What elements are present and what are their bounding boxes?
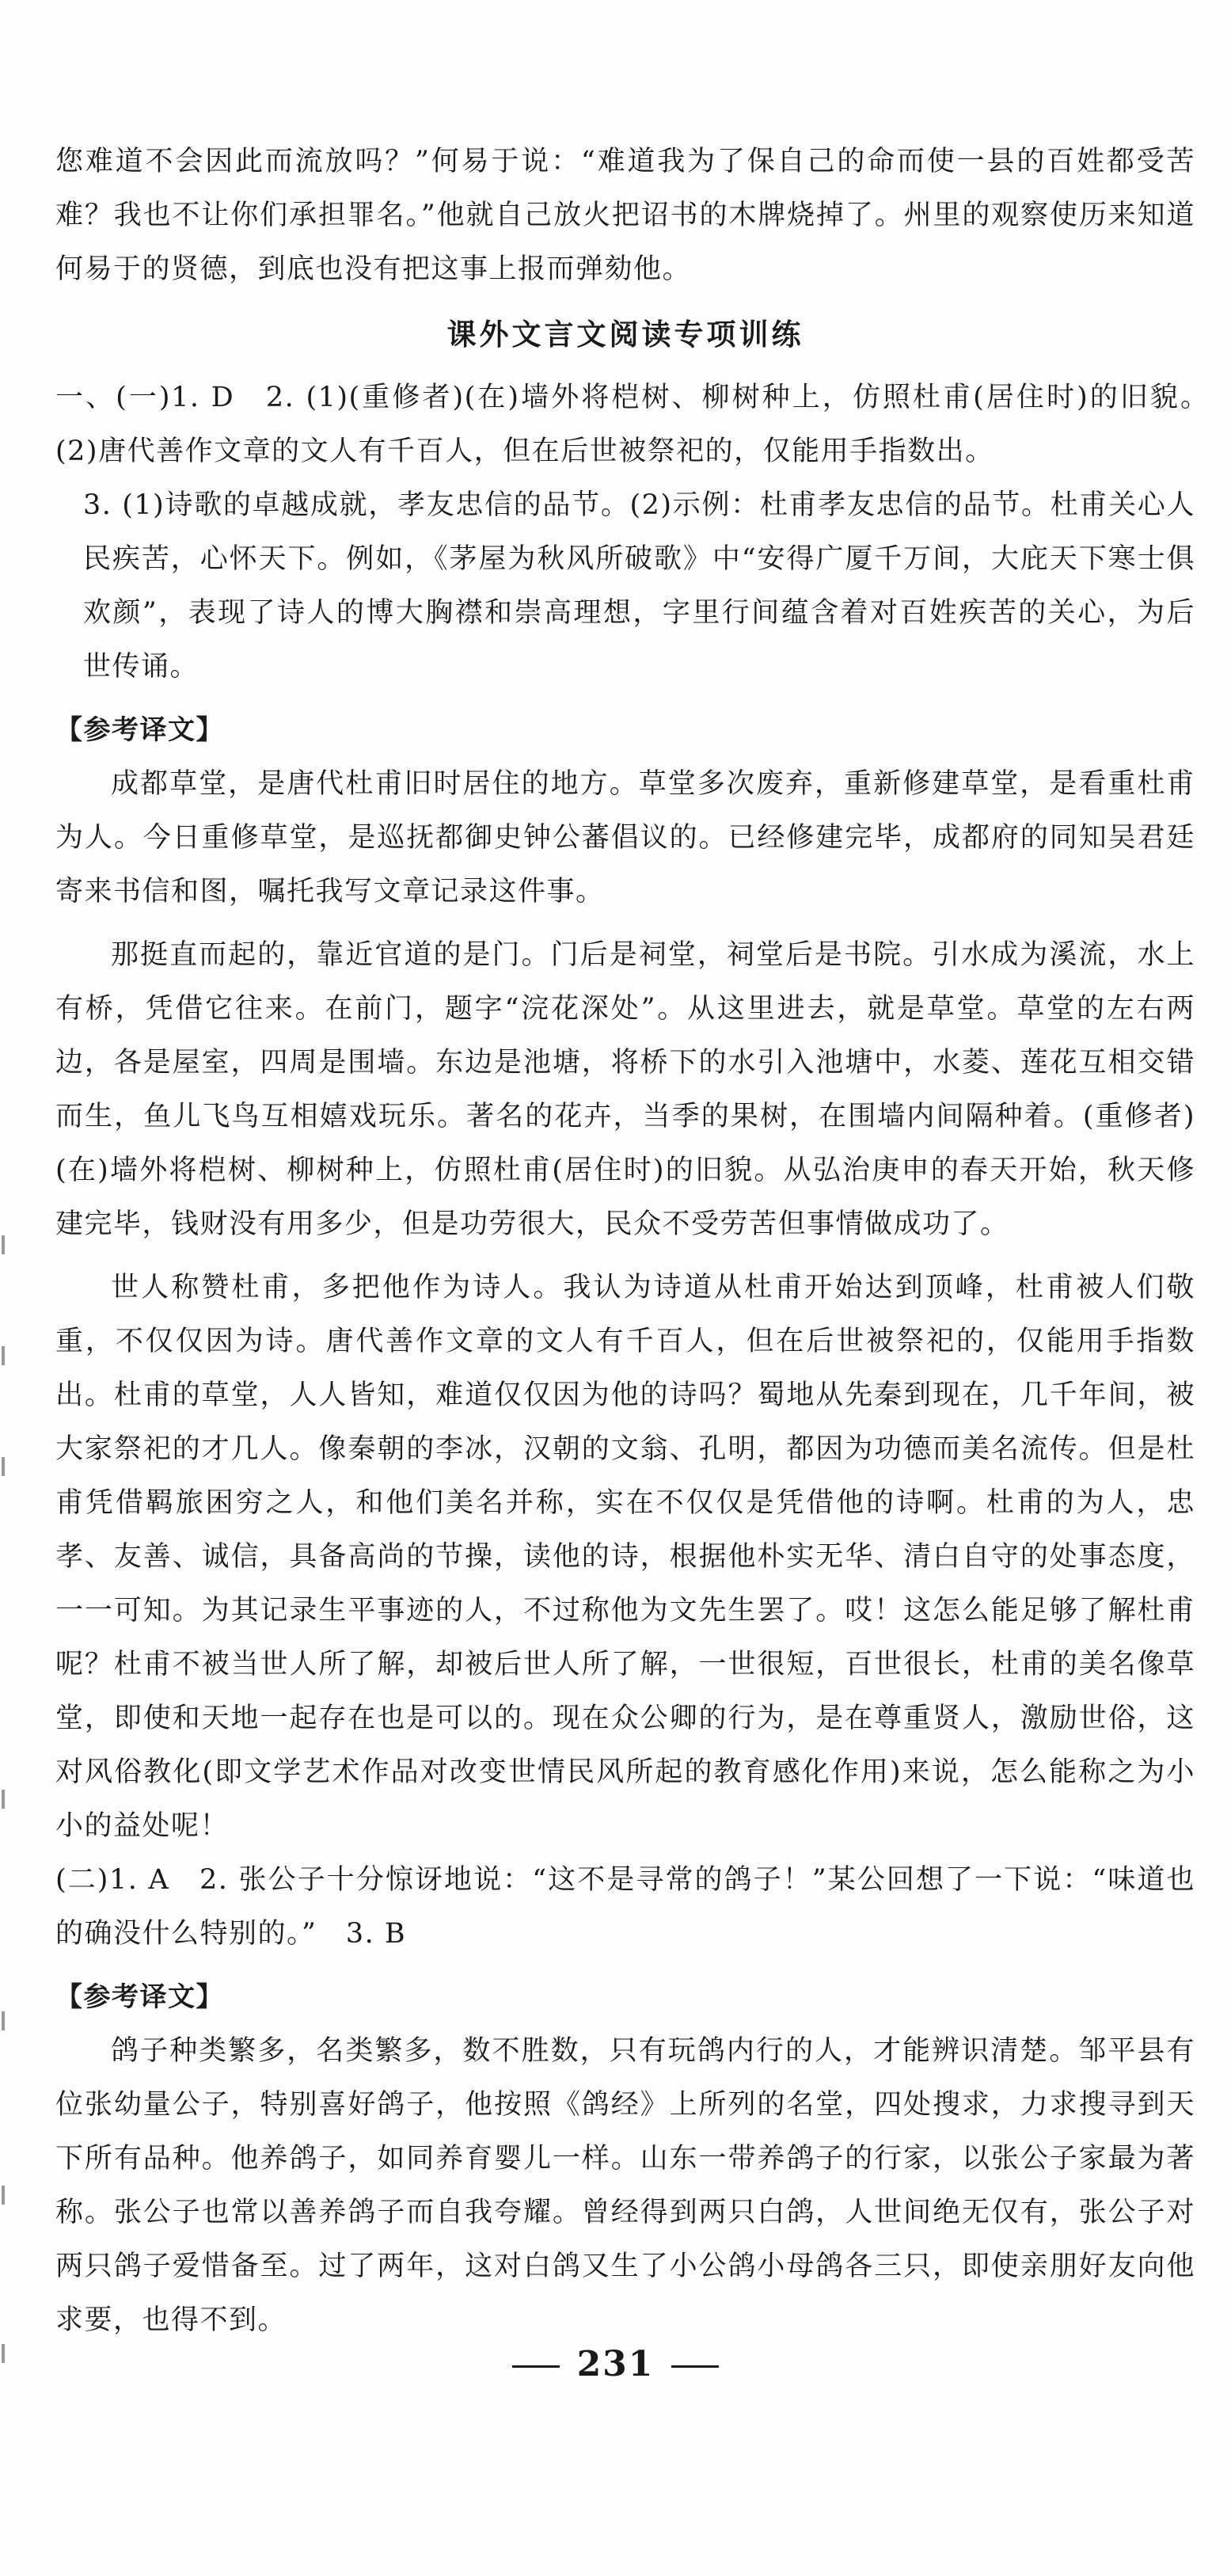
answer-part2: (二)1. A 2. 张公子十分惊讶地说：“这不是寻常的鸽子！”某公回想了一下说：“味道也的确没什么特别的。” 3. B	[55, 1864, 1195, 1950]
reference-translation-label: 【参考译文】	[55, 714, 224, 746]
intro-paragraph: 您难道不会因此而流放吗？”何易于说：“难道我为了保自己的命而使一县的百姓都受苦难？我也不让你们承担罪名。”他就自己放火把诏书的木牌烧掉了。州里的观察使历来知道何易于的贤德，到底也没有把这事上报而弹劾他。	[55, 146, 1195, 285]
translation-paragraph: 世人称赞杜甫，多把他作为诗人。我认为诗道从杜甫开始达到顶峰，杜甫被人们敬重，不仅仅因为诗。唐代善作文章的文人有千百人，但在后世被祭祀的，仅能用手指数出。杜甫的草堂，人人皆知，难道仅仅因为他的诗吗？蜀地从先秦到现在，几千年间，被大家祭祀的才几人。像秦朝的李冰，汉朝的文翁、孔明，都因为功德而美名流传。但是杜甫凭借羁旅困穷之人，和他们美名并称，实在不仅仅是凭借他的诗啊。杜甫的为人，忠孝、友善、诚信，具备高尚的节操，读他的诗，根据他朴实无华、清白自守的处事态度，一一可知。为其记录生平事迹的人，不过称他为文先生罢了。哎！这怎么能足够了解杜甫呢？杜甫不被当世人所了解，却被后世人所了解，一世很短，百世很长，杜甫的美名像草堂，即使和天地一起存在也是可以的。现在众公卿的行为，是在尊重贤人，激励世俗，这对风俗教化(即文学艺术作品对改变世情民风所起的教育感化作用)来说，怎么能称之为小小的益处呢！	[55, 1272, 1195, 1842]
footer-dash-left	[512, 2365, 560, 2368]
binding-mark	[2, 1790, 5, 1809]
binding-margin-marks	[0, 1235, 6, 2391]
page-footer	[0, 2344, 1231, 2384]
section-title: 课外文言文阅读专项训练	[446, 317, 804, 352]
binding-mark	[2, 2186, 5, 2205]
page-content	[55, 135, 1225, 2347]
answer-part1-q1-q2: 一、(一)1. D 2. (1)(重修者)(在)墙外将桤树、柳树种上，仿照杜甫(居住时)的旧貌。 (2)唐代善作文章的文人有千百人，但在后世被祭祀的，仅能用手指数出。	[55, 382, 1225, 467]
translation-paragraph: 鸽子种类繁多，名类繁多，数不胜数，只有玩鸽内行的人，才能辨识清楚。邹平县有位张幼量公子，特别喜好鸽子，他按照《鸽经》上所列的名堂，四处搜求，力求搜寻到天下所有品种。他养鸽子，如同养育婴儿一样。山东一带养鸽子的行家，以张公子家最为著称。张公子也常以善养鸽子而自我夸耀。曾经得到两只白鸽，人世间绝无仅有，张公子对两只鸽子爱惜备至。过了两年，这对白鸽又生了小公鸽小母鸽各三只，即使亲朋好友向他求要，也得不到。	[55, 2035, 1195, 2336]
page-number: 231	[576, 2344, 655, 2384]
binding-mark	[2, 1457, 5, 1476]
binding-mark	[2, 1346, 5, 1365]
answer-part1-q3: 3. (1)诗歌的卓越成就，孝友忠信的品节。(2)示例：杜甫孝友忠信的品节。杜甫关心人民疾苦，心怀天下。例如，《茅屋为秋风所破歌》中“安得广厦千万间，大庇天下寒士俱欢颜”，表现了诗人的博大胸襟和崇高理想，字里行间蕴含着对百姓疾苦的关心，为后世传诵。	[83, 489, 1195, 683]
translation-paragraph: 那挺直而起的，靠近官道的是门。门后是祠堂，祠堂后是书院。引水成为溪流，水上有桥，凭借它往来。在前门，题字“浣花深处”。从这里进去，就是草堂。草堂的左右两边，各是屋室，四周是围墙。东边是池塘，将桥下的水引入池塘中，水菱、莲花互相交错而生，鱼儿飞鸟互相嬉戏玩乐。著名的花卉，当季的果树，在围墙内间隔种着。(重修者)(在)墙外将桤树、柳树种上，仿照杜甫(居住时)的旧貌。从弘治庚申的春天开始，秋天修建完毕，钱财没有用多少，但是功劳很大，民众不受劳苦但事情做成功了。	[55, 939, 1195, 1240]
footer-dash-right	[671, 2365, 719, 2368]
binding-mark	[2, 2011, 5, 2030]
reference-translation-label: 【参考译文】	[55, 1981, 224, 2013]
translation-paragraph: 成都草堂，是唐代杜甫旧时居住的地方。草堂多次废弃，重新修建草堂，是看重杜甫为人。今日重修草堂，是巡抚都御史钟公蕃倡议的。已经修建完毕，成都府的同知吴君廷寄来书信和图，嘱托我写文章记录这件事。	[55, 768, 1195, 907]
binding-mark	[2, 1235, 5, 1254]
